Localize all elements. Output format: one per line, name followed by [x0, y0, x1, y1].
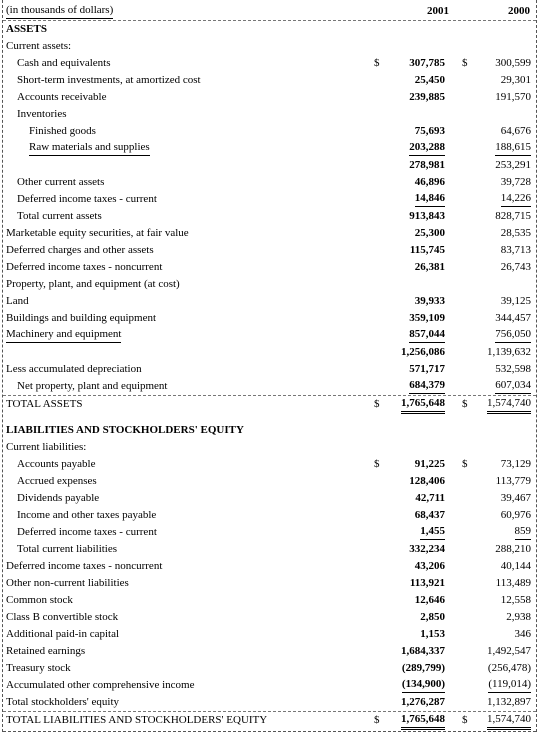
- table-row: [3, 106, 536, 123]
- value-2001: 115,745: [409, 244, 445, 256]
- row-label: Common stock: [6, 594, 73, 606]
- value-2001: (289,799): [401, 662, 445, 674]
- value-2001: 571,717: [409, 363, 445, 375]
- liabilities-rows: [3, 439, 536, 729]
- table-row: [3, 395, 536, 413]
- value-2001: 75,693: [414, 125, 445, 137]
- table-row: [3, 344, 536, 361]
- value-2001: 26,381: [414, 261, 445, 273]
- value-2000: 346: [514, 628, 531, 640]
- value-2001: 25,300: [414, 227, 445, 239]
- value-2000: 60,976: [500, 509, 531, 521]
- table-row: [3, 643, 536, 660]
- header-row: [3, 3, 536, 21]
- value-2001: 684,379: [409, 378, 445, 394]
- value-2000: 14,226: [501, 191, 531, 207]
- table-row: [3, 123, 536, 140]
- table-row: [3, 558, 536, 575]
- value-2000: 2,938: [506, 611, 531, 623]
- table-row: [3, 140, 536, 157]
- value-2000: 859: [515, 524, 532, 540]
- assets-rows: [3, 38, 536, 413]
- value-2001: 239,885: [409, 91, 445, 103]
- value-2000: 40,144: [500, 560, 531, 572]
- row-label: Dividends payable: [17, 492, 100, 504]
- currency-symbol-2000: $: [462, 714, 468, 726]
- row-label: Deferred income taxes - current: [17, 193, 157, 205]
- value-2000: 12,558: [500, 594, 531, 606]
- value-2000: 1,574,740: [487, 396, 531, 414]
- value-2001: 2,850: [420, 611, 445, 623]
- value-2001: 43,206: [414, 560, 445, 572]
- table-row: [3, 541, 536, 558]
- row-label: Other non-current liabilities: [6, 577, 129, 589]
- value-2001: (134,900): [402, 677, 445, 693]
- currency-symbol-2000: $: [462, 398, 468, 410]
- value-2000: 1,492,547: [487, 645, 531, 657]
- value-2000: 253,291: [495, 159, 531, 171]
- value-2001: 332,234: [409, 543, 445, 555]
- value-2001: 12,646: [414, 594, 445, 606]
- value-2001: 46,896: [414, 176, 445, 188]
- row-label: Property, plant, and equipment (at cost): [6, 278, 180, 290]
- value-2000: 288,210: [495, 543, 531, 555]
- table-row: [3, 711, 536, 729]
- value-2000: 26,743: [500, 261, 531, 273]
- table-row: [3, 38, 536, 55]
- value-2001: 1,765,648: [401, 396, 445, 414]
- table-row: [3, 592, 536, 609]
- value-2000: 29,301: [500, 74, 531, 86]
- row-label: Finished goods: [29, 125, 96, 137]
- row-label: TOTAL LIABILITIES AND STOCKHOLDERS' EQUITY: [6, 714, 268, 726]
- value-2001: 91,225: [414, 458, 445, 470]
- row-label: Deferred income taxes - noncurrent: [6, 560, 163, 572]
- table-row: [3, 524, 536, 541]
- row-label: Income and other taxes payable: [17, 509, 157, 521]
- value-2001: 113,921: [409, 577, 445, 589]
- value-2000: 73,129: [500, 458, 531, 470]
- row-label: TOTAL ASSETS: [6, 398, 83, 410]
- value-2001: 1,765,648: [401, 712, 445, 730]
- row-label: Accrued expenses: [17, 475, 97, 487]
- row-label: Machinery and equipment: [6, 327, 121, 343]
- value-2000: 28,535: [500, 227, 531, 239]
- value-2001: 359,109: [409, 312, 445, 324]
- table-row: [3, 327, 536, 344]
- row-label: Less accumulated depreciation: [6, 363, 142, 375]
- row-label: Accounts payable: [17, 458, 96, 470]
- table-row: [3, 677, 536, 694]
- row-label: Land: [6, 295, 29, 307]
- row-label: Retained earnings: [6, 645, 86, 657]
- row-label: Deferred income taxes - noncurrent: [6, 261, 163, 273]
- value-2000: 113,779: [495, 475, 531, 487]
- value-2001: 1,256,086: [401, 346, 445, 358]
- table-row: [3, 609, 536, 626]
- value-2000: 1,574,740: [487, 712, 531, 730]
- table-row: [3, 361, 536, 378]
- row-label: Accounts receivable: [17, 91, 107, 103]
- value-2000: 83,713: [500, 244, 531, 256]
- row-label: Total stockholders' equity: [6, 696, 120, 708]
- table-row: [3, 208, 536, 225]
- row-label: Current liabilities:: [6, 441, 87, 453]
- row-label: Buildings and building equipment: [6, 312, 157, 324]
- row-label: Cash and equivalents: [17, 57, 111, 69]
- value-2001: 1,276,287: [401, 696, 445, 708]
- value-2000: 532,598: [495, 363, 531, 375]
- value-2000: 344,457: [495, 312, 531, 324]
- units-note: (in thousands of dollars): [6, 3, 113, 19]
- value-2001: 857,044: [409, 327, 445, 343]
- table-row: [3, 55, 536, 72]
- table-row: [3, 507, 536, 524]
- table-row: [3, 490, 536, 507]
- table-row: [3, 694, 536, 711]
- value-2000: 64,676: [500, 125, 531, 137]
- row-label: Total current assets: [17, 210, 102, 222]
- value-2000: 39,728: [500, 176, 531, 188]
- table-row: [3, 310, 536, 327]
- value-2001: 68,437: [414, 509, 445, 521]
- table-row: [3, 293, 536, 310]
- row-label: Current assets:: [6, 40, 72, 52]
- row-label: Other current assets: [17, 176, 105, 188]
- value-2000: 756,050: [495, 327, 531, 343]
- value-2001: 14,846: [415, 191, 445, 207]
- value-2001: 42,711: [415, 492, 445, 504]
- table-row: [3, 626, 536, 643]
- row-label: Inventories: [17, 108, 67, 120]
- value-2000: 191,570: [495, 91, 531, 103]
- table-row: [3, 276, 536, 293]
- value-2000: 39,467: [500, 492, 531, 504]
- value-2001: 1,684,337: [401, 645, 445, 657]
- row-label: Net property, plant and equipment: [17, 380, 168, 392]
- table-row: [3, 72, 536, 89]
- value-2001: 25,450: [414, 74, 445, 86]
- table-row: [3, 456, 536, 473]
- currency-symbol-2000: $: [462, 458, 468, 470]
- assets-section-title: ASSETS: [6, 23, 47, 35]
- currency-symbol-2001: $: [374, 57, 380, 69]
- value-2001: 1,153: [420, 628, 445, 640]
- table-row: [3, 89, 536, 106]
- value-2001: 913,843: [409, 210, 445, 222]
- balance-sheet: [2, 0, 537, 732]
- value-2000: 607,034: [495, 378, 531, 394]
- value-2000: (119,014): [488, 677, 531, 693]
- row-label: Accumulated other comprehensive income: [6, 679, 195, 691]
- value-2001: 1,455: [420, 524, 445, 540]
- row-label: Raw materials and supplies: [29, 140, 150, 156]
- value-2000: 1,132,897: [487, 696, 531, 708]
- row-label: Short-term investments, at amortized cost: [17, 74, 201, 86]
- table-row: [3, 660, 536, 677]
- row-label: Marketable equity securities, at fair value: [6, 227, 189, 239]
- table-row: [3, 225, 536, 242]
- table-row: [3, 191, 536, 208]
- row-label: Class B convertible stock: [6, 611, 119, 623]
- value-2000: 113,489: [495, 577, 531, 589]
- table-row: [3, 259, 536, 276]
- value-2001: 307,785: [409, 57, 445, 69]
- table-row: [3, 157, 536, 174]
- value-2001: 203,288: [409, 140, 445, 156]
- liabilities-section-title: LIABILITIES AND STOCKHOLDERS' EQUITY: [6, 424, 244, 436]
- year-2000-header: 2000: [508, 5, 530, 17]
- table-row: [3, 242, 536, 259]
- table-row: [3, 378, 536, 395]
- row-label: Additional paid-in capital: [6, 628, 120, 640]
- value-2000: 300,599: [495, 57, 531, 69]
- value-2001: 39,933: [414, 295, 445, 307]
- currency-symbol-2001: $: [374, 398, 380, 410]
- row-label: Treasury stock: [6, 662, 71, 674]
- value-2000: (256,478): [487, 662, 531, 674]
- row-label: Total current liabilities: [17, 543, 118, 555]
- currency-symbol-2001: $: [374, 714, 380, 726]
- value-2001: 278,981: [409, 159, 445, 171]
- table-row: [3, 473, 536, 490]
- table-row: [3, 439, 536, 456]
- row-label: Deferred charges and other assets: [6, 244, 154, 256]
- value-2000: 188,615: [495, 140, 531, 156]
- value-2000: 1,139,632: [487, 346, 531, 358]
- row-label: Deferred income taxes - current: [17, 526, 157, 538]
- year-2001-header: 2001: [427, 5, 449, 17]
- value-2001: 128,406: [409, 475, 445, 487]
- currency-symbol-2000: $: [462, 57, 468, 69]
- table-row: [3, 174, 536, 191]
- value-2000: 828,715: [495, 210, 531, 222]
- currency-symbol-2001: $: [374, 458, 380, 470]
- table-row: [3, 575, 536, 592]
- value-2000: 39,125: [500, 295, 531, 307]
